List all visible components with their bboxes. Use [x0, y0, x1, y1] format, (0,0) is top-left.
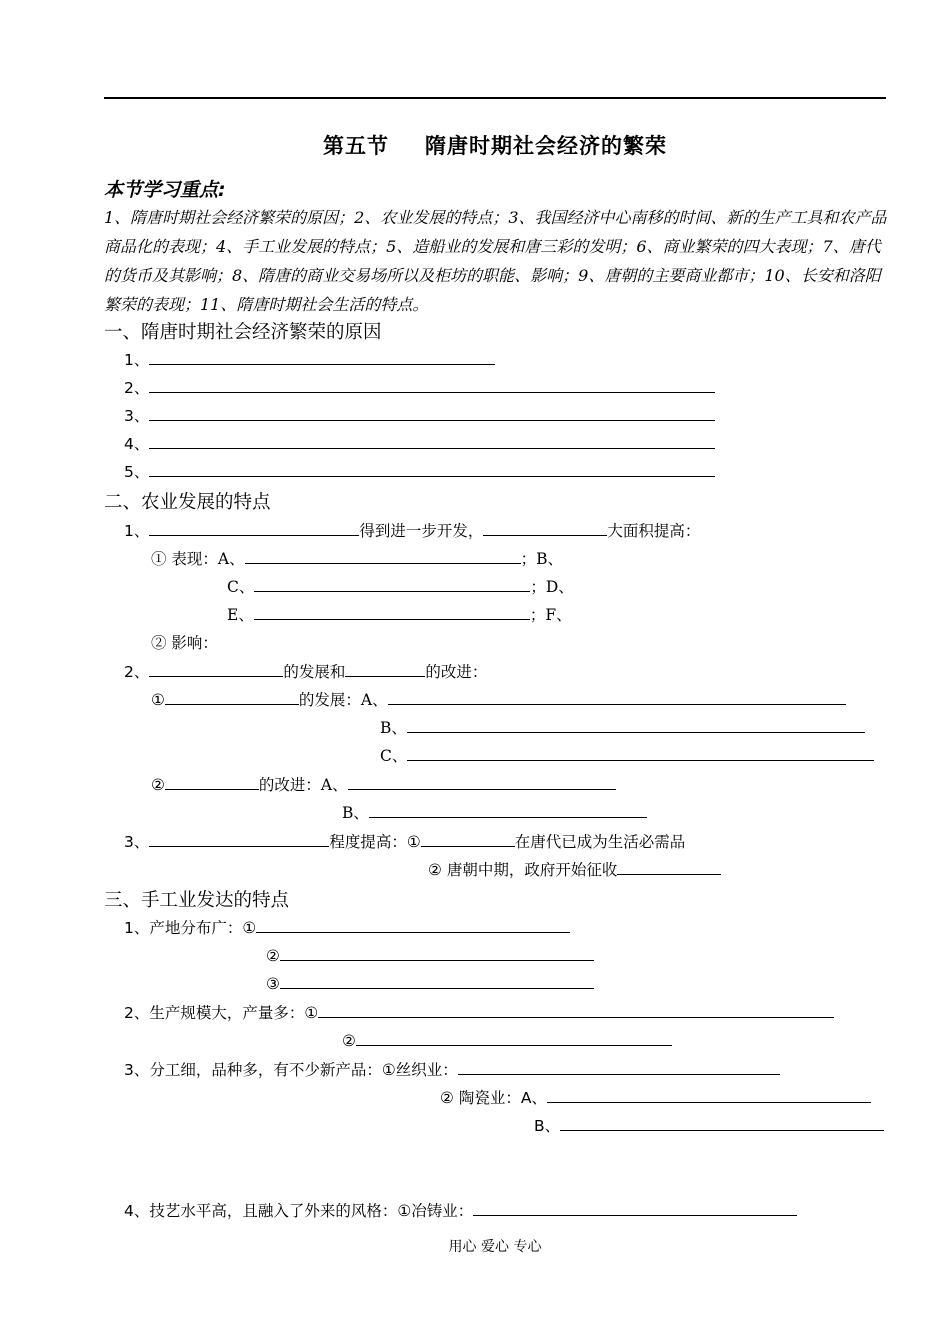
blank-field[interactable] — [369, 801, 647, 818]
sec2-item-1c: C、 ；D、 — [227, 575, 574, 597]
blank-field[interactable] — [256, 916, 570, 933]
sec1-item-1: 1、 — [124, 348, 495, 370]
page-title: 第五节 隋唐时期社会经济的繁荣 — [323, 133, 667, 158]
blank-field[interactable] — [149, 830, 329, 847]
header-rule — [104, 97, 886, 99]
sec3-item-3: 3、分工细，品种多，有不少新产品：①丝织业： — [124, 1058, 780, 1080]
sec3-item-2b: ② — [342, 1029, 672, 1050]
blank-field[interactable] — [280, 944, 594, 961]
blank-field[interactable] — [165, 773, 259, 790]
blank-field[interactable] — [407, 716, 865, 733]
sec2-item-2c: C、 — [380, 744, 874, 766]
sec2-item-3b: ② 唐朝中期，政府开始征收 — [428, 858, 721, 880]
blank-field[interactable] — [149, 432, 715, 449]
blank-field[interactable] — [149, 460, 715, 477]
sec2-item-3: 3、 程度提高：① 在唐代已成为生活必需品 — [124, 830, 685, 852]
sec3-item-2: 2、生产规模大，产量多：① — [124, 1001, 834, 1023]
blank-field[interactable] — [149, 404, 715, 421]
section3-heading: 三、手工业发达的特点 — [104, 890, 290, 911]
blank-field[interactable] — [547, 1086, 871, 1103]
blank-field[interactable] — [388, 688, 846, 705]
blank-field[interactable] — [458, 1058, 780, 1075]
section1-heading: 一、隋唐时期社会经济繁荣的原因 — [104, 322, 382, 343]
sec2-item-2e: B、 — [342, 801, 647, 823]
blank-field[interactable] — [254, 603, 530, 620]
sec3-item-1: 1、产地分布广：① — [124, 916, 570, 938]
sec2-item-1b: ② 影响： — [151, 634, 218, 652]
blank-field[interactable] — [280, 972, 594, 989]
blank-field[interactable] — [356, 1029, 672, 1046]
blank-field[interactable] — [421, 830, 515, 847]
blank-field[interactable] — [560, 1114, 884, 1131]
sec2-item-2d: ② 的改进：A、 — [151, 773, 616, 795]
sec1-item-2: 2、 — [124, 376, 715, 398]
key-points-heading: 本节学习重点: — [104, 179, 226, 201]
sec2-item-2b: B、 — [380, 716, 865, 738]
blank-field[interactable] — [473, 1199, 797, 1216]
blank-field[interactable] — [318, 1001, 834, 1018]
sec3-item-3c: B、 — [534, 1114, 884, 1136]
sec1-item-5: 5、 — [124, 460, 715, 482]
blank-field[interactable] — [149, 660, 283, 677]
key-points-text: 1、隋唐时期社会经济繁荣的原因；2、农业发展的特点；3、我国经济中心南移的时间、新的生产工具和农产品商品化的表现；4、手工业发展的特点；5、造船业的发展和唐三彩的发明；6、商业繁荣的四大表现；7、唐代的货币及其影响；8、隋唐的商业交易场所以及柜坊的职能、影响；9、唐朝的主要商业都市；10、长安和洛阳繁荣的表现；11、隋唐时期社会生活的特点。 — [104, 208, 887, 314]
blank-field[interactable] — [483, 519, 607, 536]
sec2-item-1a: ① 表现：A、 ；B、 — [151, 547, 563, 569]
blank-field[interactable] — [254, 575, 530, 592]
blank-field[interactable] — [149, 348, 495, 365]
sec1-item-3: 3、 — [124, 404, 715, 426]
sec3-item-1c: ③ — [266, 972, 594, 993]
sec2-item-2: 2、 的发展和 的改进： — [124, 660, 487, 682]
sec2-item-1: 1、 得到进一步开发， 大面积提高： — [124, 519, 700, 541]
sec2-item-2a: ① 的发展：A、 — [151, 688, 846, 710]
blank-field[interactable] — [407, 744, 874, 761]
section2-heading: 二、农业发展的特点 — [104, 492, 271, 513]
blank-field[interactable] — [149, 519, 359, 536]
sec1-item-4: 4、 — [124, 432, 715, 454]
blank-field[interactable] — [617, 858, 721, 875]
blank-field[interactable] — [345, 660, 425, 677]
blank-field[interactable] — [149, 376, 715, 393]
blank-field[interactable] — [348, 773, 616, 790]
blank-field[interactable] — [165, 688, 299, 705]
sec3-item-3b: ② 陶瓷业：A、 — [440, 1086, 871, 1108]
sec3-item-1b: ② — [266, 944, 594, 965]
sec2-item-1e: E、 ；F、 — [227, 603, 572, 625]
sec3-item-4: 4、技艺水平高，且融入了外来的风格：①冶铸业： — [124, 1199, 797, 1221]
blank-field[interactable] — [245, 547, 521, 564]
page-footer: 用心 爱心 专心 — [448, 1239, 542, 1255]
